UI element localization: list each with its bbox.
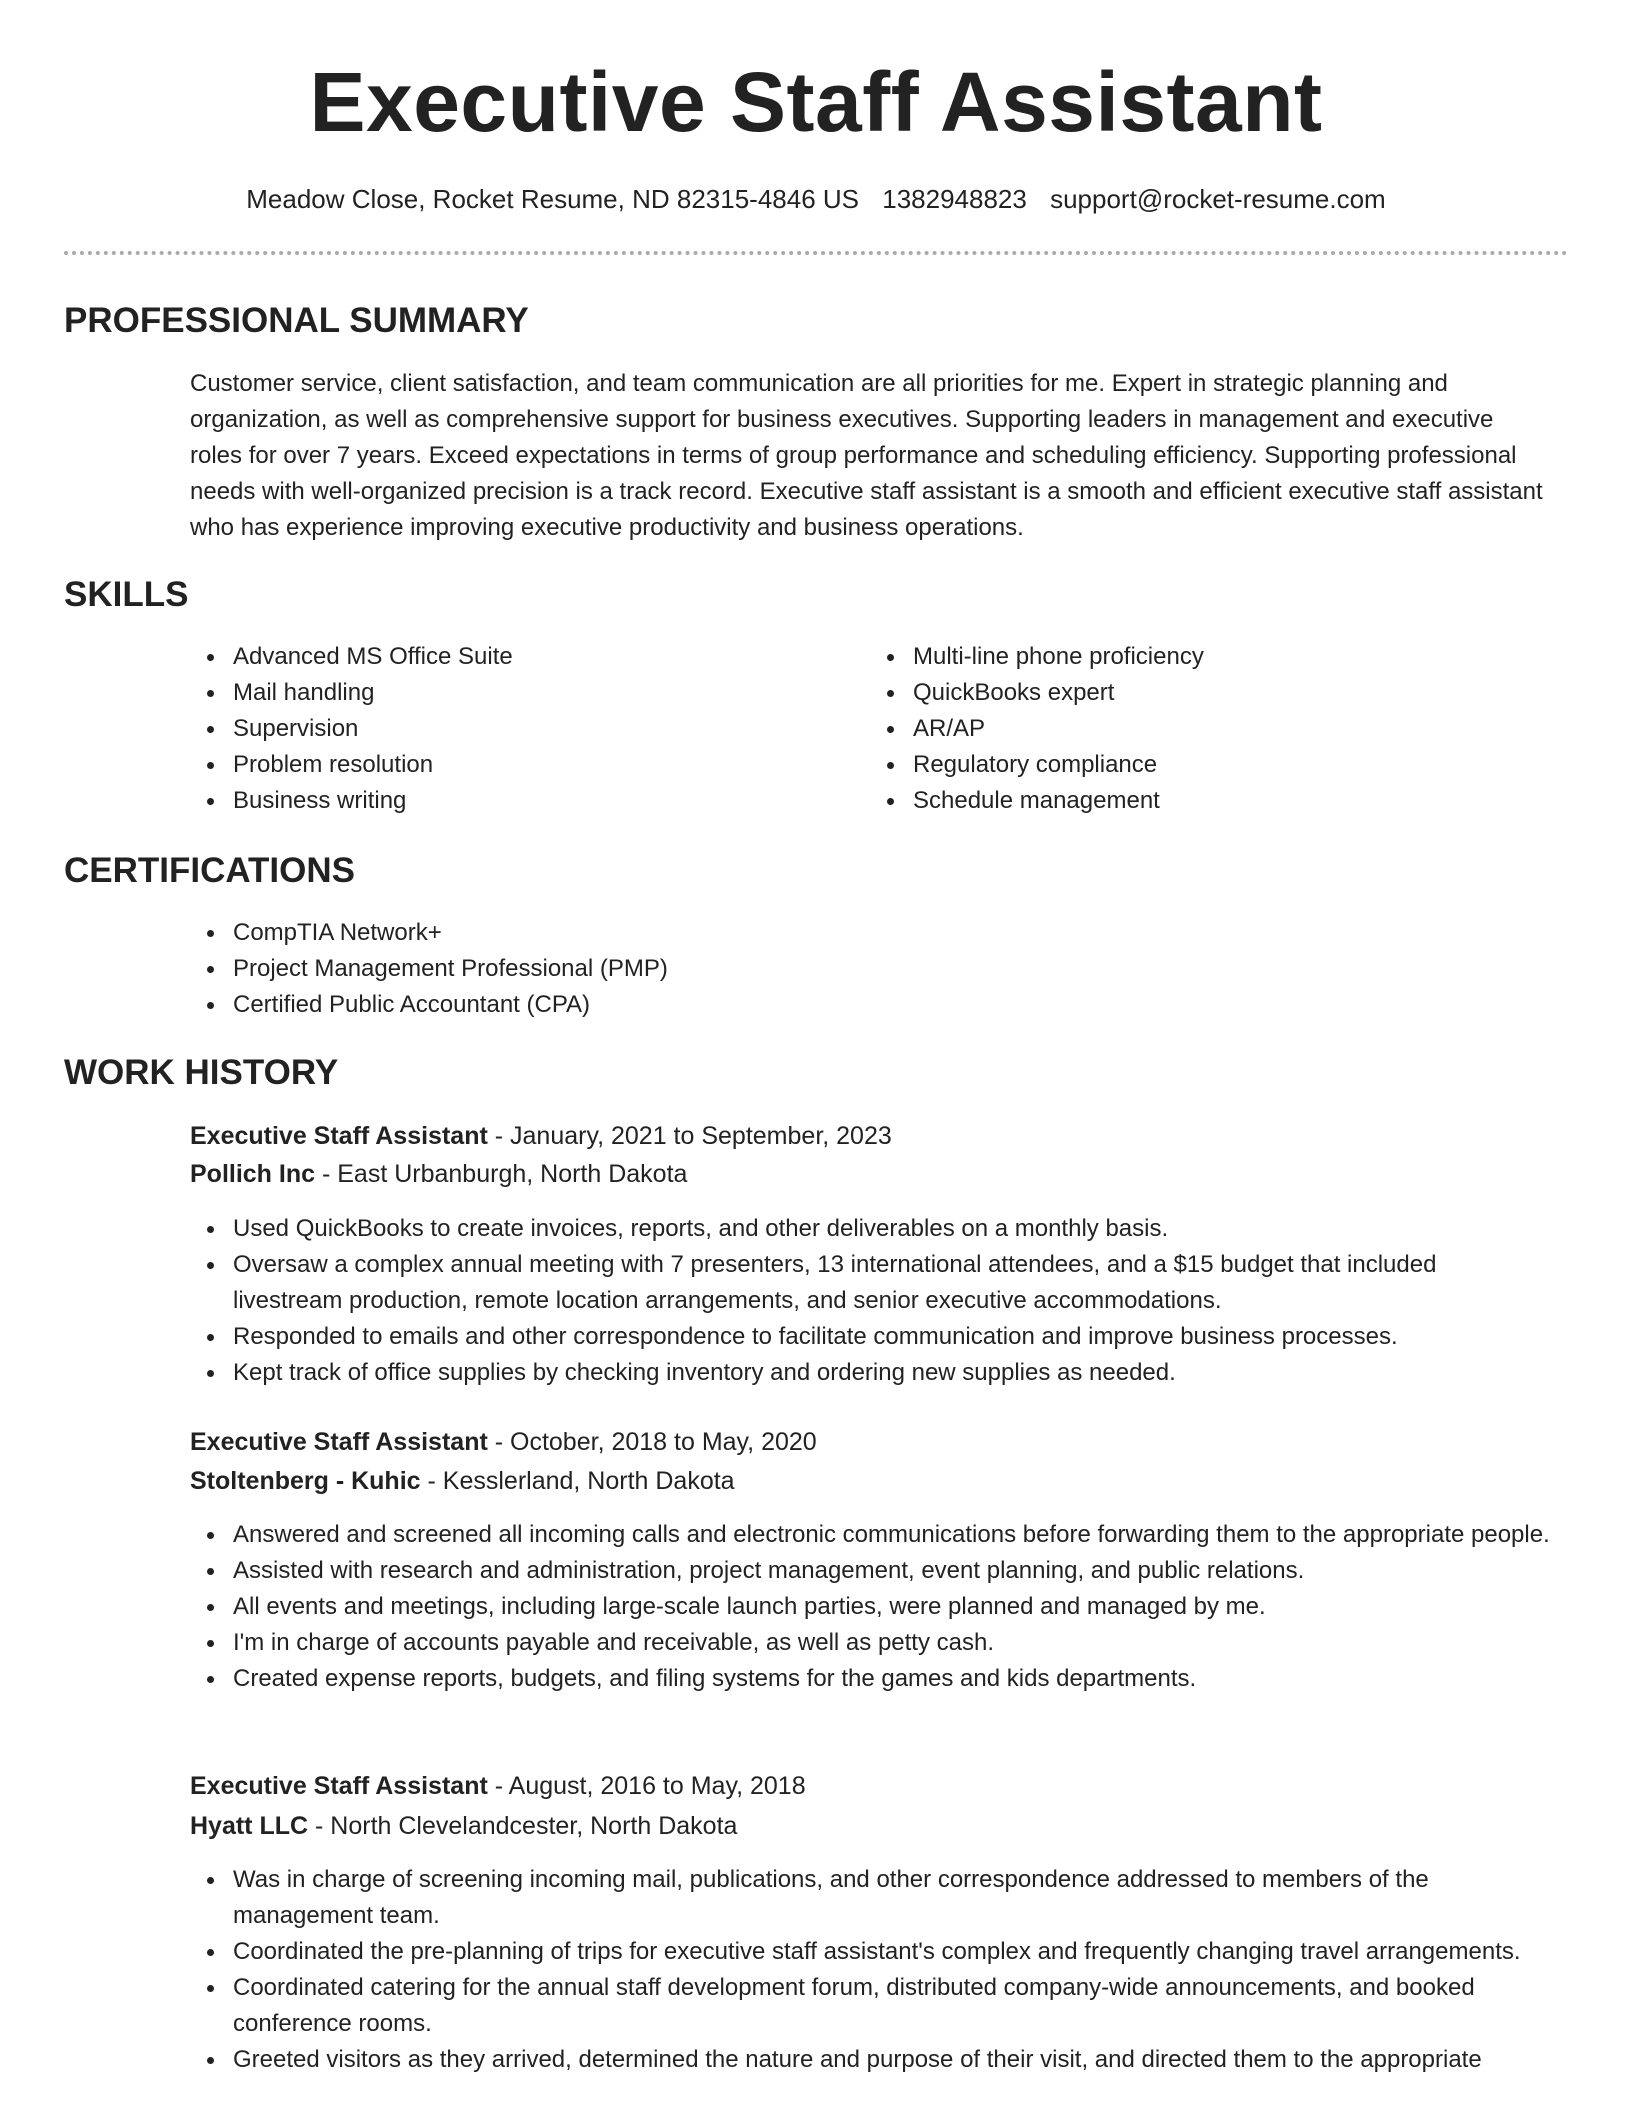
separator: - [487, 1428, 511, 1456]
list-item: Greeted visitors as they arrived, determined the nature and purpose of their visit, and directed them to the appropriate [190, 2042, 1550, 2078]
job-dates: January, 2021 to September, 2023 [510, 1122, 892, 1150]
job-bullets [190, 1862, 1550, 2078]
list-item: Mail handling [190, 675, 850, 711]
list-item: Was in charge of screening incoming mail, publications, and other correspondence addressed to members of the management team. [190, 1862, 1550, 1934]
certifications-heading: CERTIFICATIONS [64, 851, 356, 890]
email: support@rocket-resume.com [1050, 184, 1386, 214]
candidate-name: Executive Staff Assistant [309, 55, 1323, 149]
list-item: AR/AP [870, 711, 1550, 747]
list-item: Used QuickBooks to create invoices, reports, and other deliverables on a monthly basis. [190, 1211, 1550, 1247]
job-role: Executive Staff Assistant [190, 1772, 488, 1800]
separator: - [487, 1122, 511, 1150]
job-location: Kesslerland, North Dakota [442, 1467, 735, 1495]
list-item: Created expense reports, budgets, and filing systems for the games and kids departments. [190, 1661, 1550, 1697]
separator: - [315, 1160, 338, 1188]
list-item: Coordinated the pre-planning of trips for executive staff assistant's complex and frequently changing travel arrangements. [190, 1934, 1550, 1970]
list-item: Kept track of office supplies by checking inventory and ordering new supplies as needed. [190, 1355, 1550, 1391]
job-title-line [190, 1768, 806, 1804]
list-item: Oversaw a complex annual meeting with 7 presenters, 13 international attendees, and a $15 budget that included livestream production, remote location arrangements, and senior executive accommodations. [190, 1247, 1550, 1319]
list-item: Responded to emails and other correspondence to facilitate communication and improve business processes. [190, 1319, 1550, 1355]
list-item: Coordinated catering for the annual staff development forum, distributed company-wide announcements, and booked conference rooms. [190, 1970, 1550, 2042]
job-dates: October, 2018 to May, 2020 [510, 1428, 817, 1456]
list-item: QuickBooks expert [870, 675, 1550, 711]
job-title-line [190, 1424, 817, 1460]
list-item: Certified Public Accountant (CPA) [190, 987, 1550, 1023]
summary-text: Customer service, client satisfaction, and team communication are all priorities for me. Expert in strategic planning and organization, as well as comprehensive support for business executives. Supporting leaders in management and executive roles for over 7 years. Exceed expectations in terms of group performance and scheduling efficiency. Supporting professional needs with well-organized precision is a track record. Executive staff assistant is a smooth and efficient executive staff assistant who has experience improving executive productivity and business operations. [190, 370, 1543, 541]
separator: - [487, 1772, 509, 1800]
job-company-line [190, 1808, 737, 1844]
list-item: Project Management Professional (PMP) [190, 951, 1550, 987]
skills-list-right [870, 639, 1550, 819]
job-location: North Clevelandcester, North Dakota [330, 1812, 738, 1840]
header-divider [64, 251, 1568, 255]
job-title-line [190, 1118, 892, 1154]
list-item: Business writing [190, 783, 850, 819]
job-bullets [190, 1517, 1550, 1697]
list-item: Assisted with research and administration, project management, event planning, and public relations. [190, 1553, 1550, 1589]
address: Meadow Close, Rocket Resume, ND 82315-4846 US [246, 184, 860, 214]
certifications-list [190, 915, 1550, 1023]
list-item: Supervision [190, 711, 850, 747]
job-role: Executive Staff Assistant [190, 1122, 488, 1150]
list-item: Schedule management [870, 783, 1550, 819]
skills-list-left [190, 639, 850, 819]
job-company: Hyatt LLC [190, 1812, 309, 1840]
job-dates: August, 2016 to May, 2018 [508, 1772, 806, 1800]
skills-heading: SKILLS [64, 575, 189, 614]
list-item: Answered and screened all incoming calls and electronic communications before forwarding them to the appropriate people. [190, 1517, 1550, 1553]
list-item: CompTIA Network+ [190, 915, 1550, 951]
list-item: All events and meetings, including large-scale launch parties, were planned and managed by me. [190, 1589, 1550, 1625]
phone: 1382948823 [882, 184, 1027, 214]
job-company-line [190, 1463, 735, 1499]
separator: - [308, 1812, 331, 1840]
summary-heading: PROFESSIONAL SUMMARY [64, 301, 529, 340]
job-role: Executive Staff Assistant [190, 1428, 488, 1456]
list-item: I'm in charge of accounts payable and receivable, as well as petty cash. [190, 1625, 1550, 1661]
job-bullets [190, 1211, 1550, 1391]
list-item: Regulatory compliance [870, 747, 1550, 783]
job-location: East Urbanburgh, North Dakota [337, 1160, 688, 1188]
job-company: Stoltenberg - Kuhic [190, 1467, 421, 1495]
list-item: Multi-line phone proficiency [870, 639, 1550, 675]
list-item: Problem resolution [190, 747, 850, 783]
separator: - [420, 1467, 443, 1495]
work-history-heading: WORK HISTORY [64, 1053, 339, 1092]
job-company: Pollich Inc [190, 1160, 316, 1188]
list-item: Advanced MS Office Suite [190, 639, 850, 675]
contact-info [0, 181, 1632, 217]
job-company-line [190, 1156, 687, 1192]
